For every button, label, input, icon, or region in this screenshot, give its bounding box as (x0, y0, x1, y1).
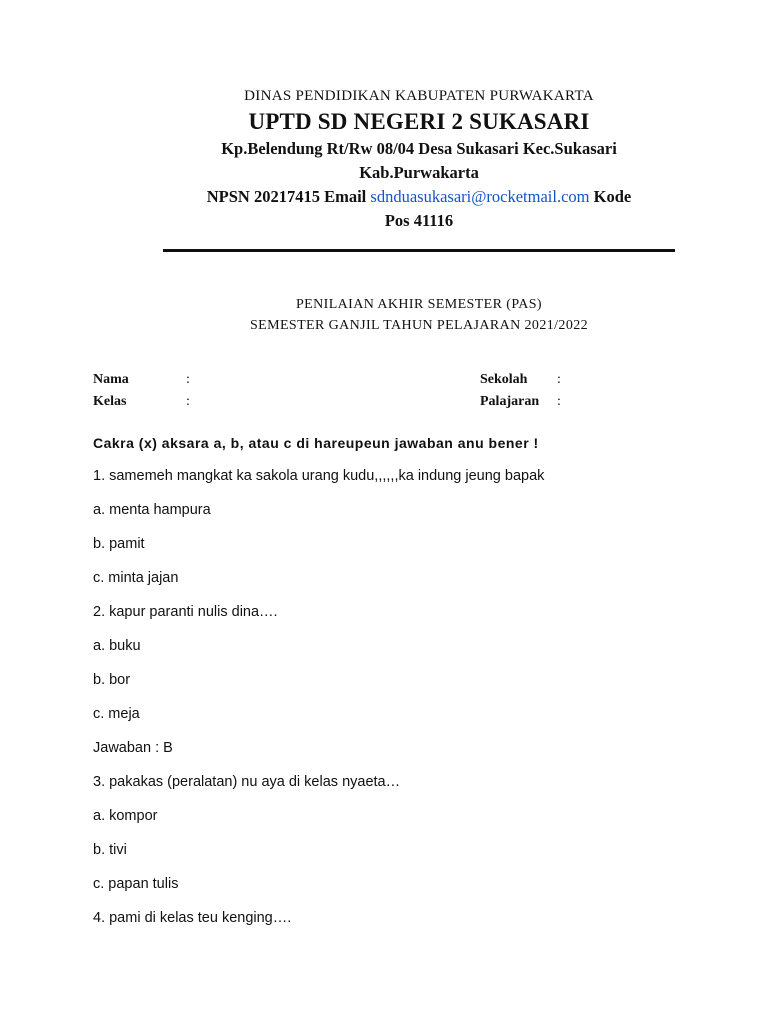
email-link[interactable]: sdnduasukasari@rocketmail.com (370, 187, 590, 206)
question-1: 1. samemeh mangkat ka sakola urang kudu,,,,,,ka indung jeung bapak (93, 468, 545, 484)
address-line: Kp.Belendung Rt/Rw 08/04 Desa Sukasari Kec.Sukasari (221, 139, 617, 158)
nama-label: Nama (93, 372, 129, 387)
school-name: UPTD SD NEGERI 2 SUKASARI (248, 109, 590, 134)
option-1c: c. minta jajan (93, 570, 179, 586)
nama-colon: : (186, 372, 190, 387)
pelajaran-colon: : (557, 394, 561, 409)
pelajaran-label: Palajaran (480, 394, 540, 409)
question-2: 2. kapur paranti nulis dina…. (93, 604, 278, 620)
postal-code-line: Pos 41116 (384, 211, 454, 230)
npsn-text: NPSN 20217415 Email (206, 187, 371, 206)
kelas-label: Kelas (93, 394, 127, 409)
kode-text: Kode (589, 187, 632, 206)
option-1b: b. pamit (93, 536, 145, 552)
option-3c: c. papan tulis (93, 876, 179, 892)
instruction: Cakra (x) aksara a, b, atau c di hareupeun jawaban anu bener ! (93, 435, 539, 451)
exam-subtitle: SEMESTER GANJIL TAHUN PELAJARAN 2021/2022 (249, 318, 589, 333)
npsn-email-line (0, 187, 768, 207)
kelas-colon: : (186, 394, 190, 409)
option-1a: a. menta hampura (93, 502, 211, 518)
question-4: 4. pami di kelas teu kenging…. (93, 910, 292, 926)
sekolah-colon: : (557, 372, 561, 387)
option-3b: b. tivi (93, 842, 127, 858)
option-3a: a. kompor (93, 808, 158, 824)
answer-2: Jawaban : B (93, 740, 173, 756)
question-3: 3. pakakas (peralatan) nu aya di kelas nyaeta… (93, 774, 401, 790)
option-2c: c. meja (93, 706, 140, 722)
regency-line: Kab.Purwakarta (359, 163, 479, 182)
option-2a: a. buku (93, 638, 141, 654)
exam-title: PENILAIAN AKHIR SEMESTER (PAS) (295, 297, 542, 312)
option-2b: b. bor (93, 672, 131, 688)
sekolah-label: Sekolah (480, 372, 528, 387)
agency-name: DINAS PENDIDIKAN KABUPATEN PURWAKARTA (244, 88, 594, 104)
letterhead-divider (163, 249, 675, 252)
